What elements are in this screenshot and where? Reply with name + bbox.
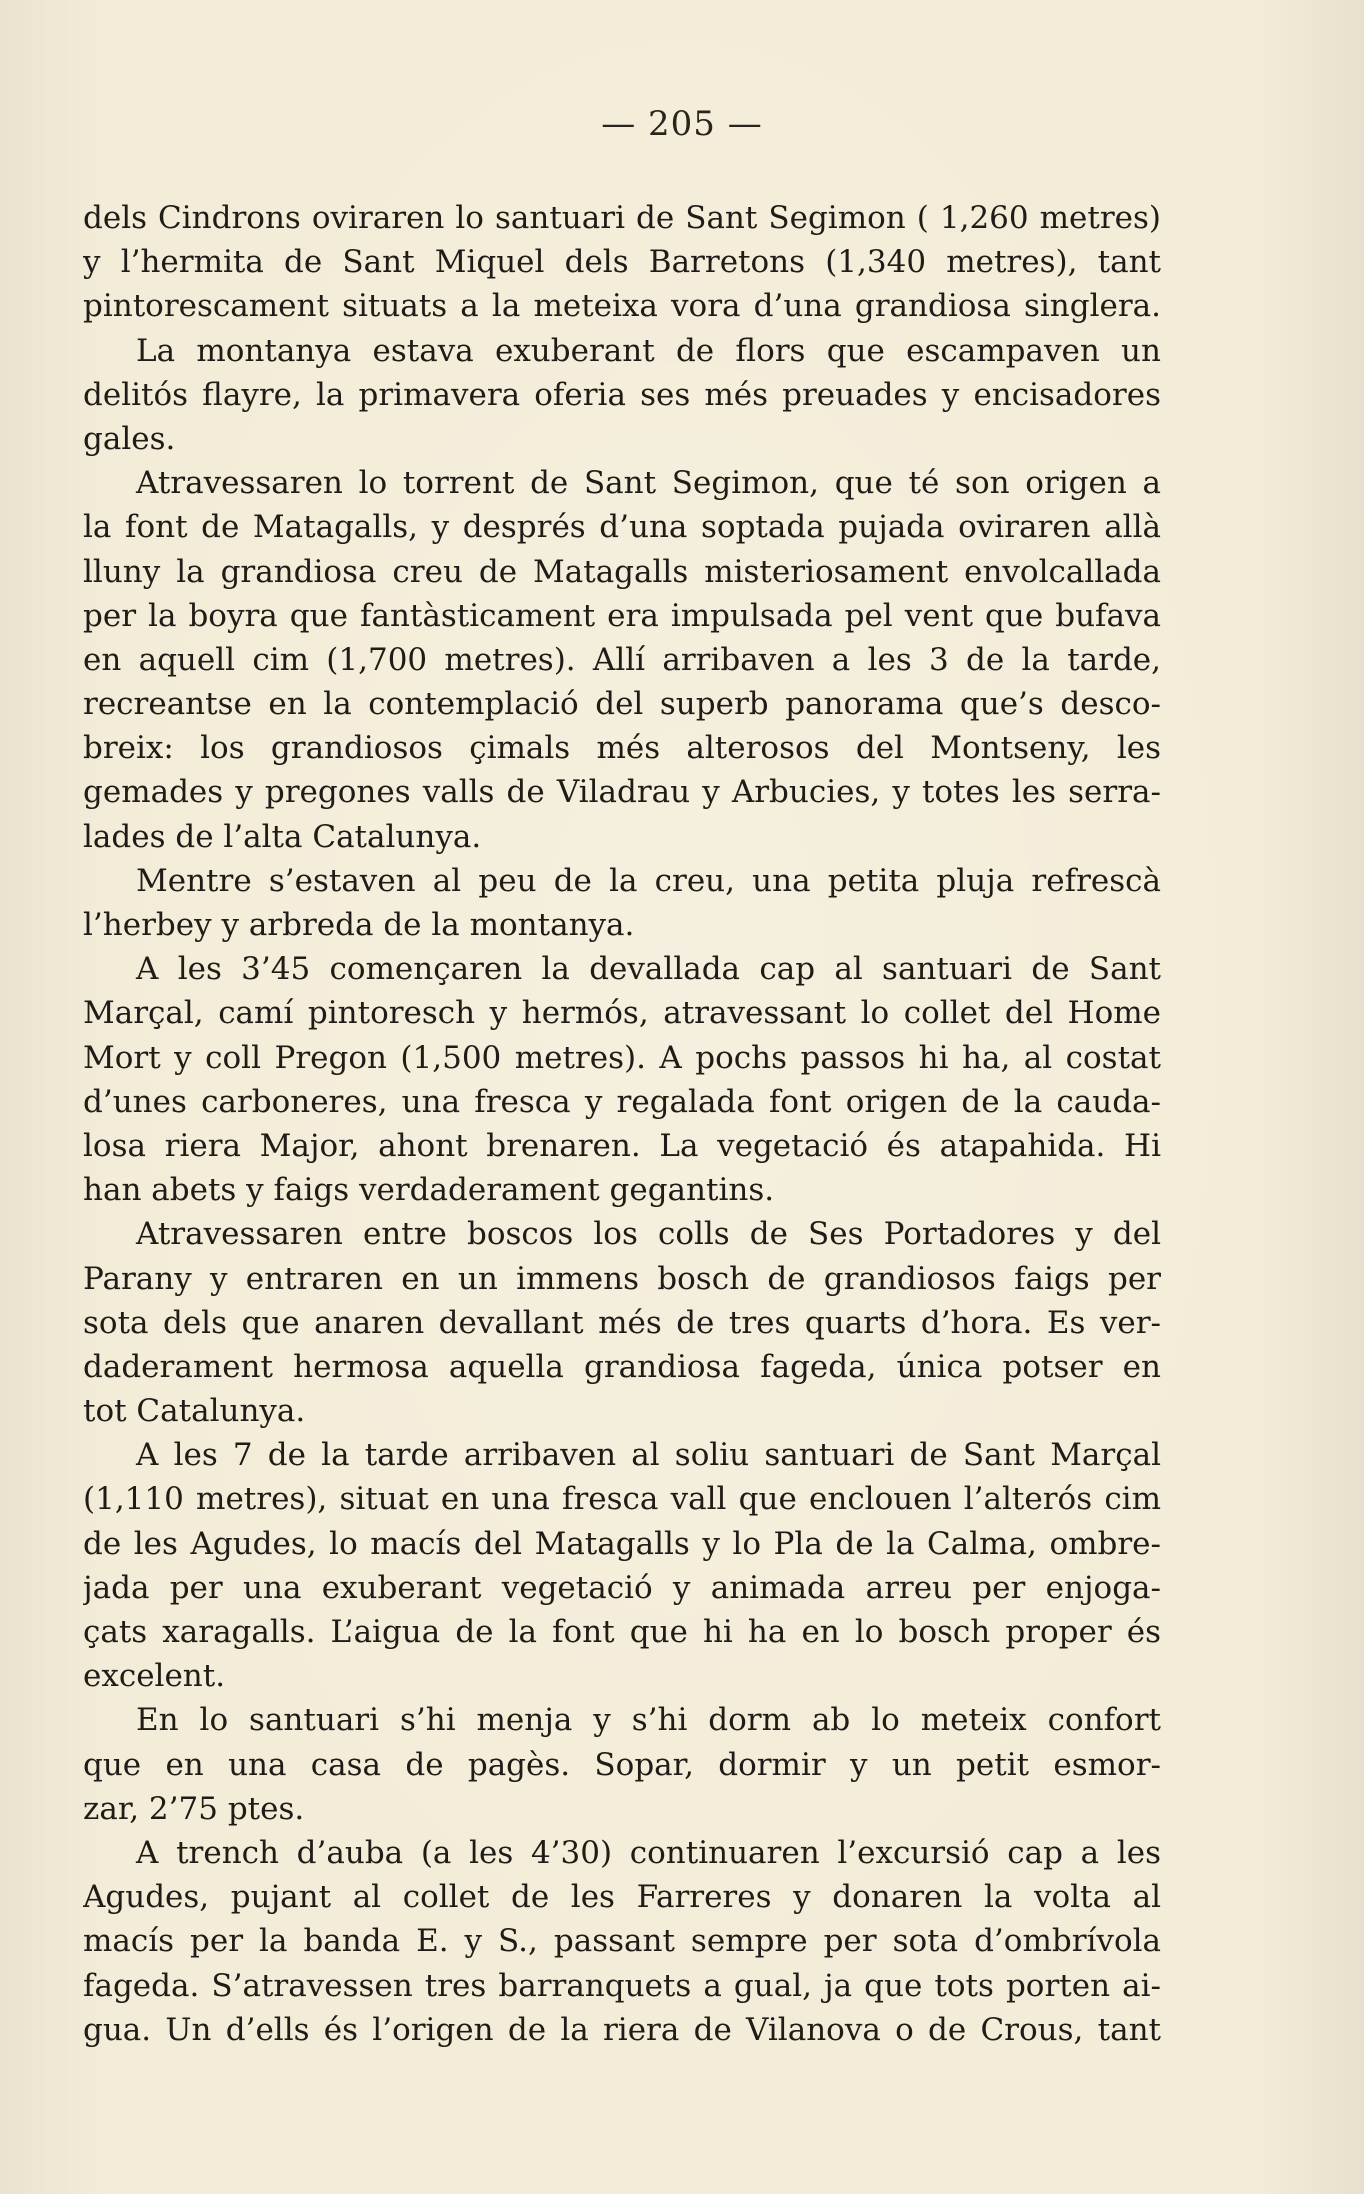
text-line: d’unes carboneres, una fresca y regalada font origen de la cauda-	[83, 1083, 1161, 1120]
text-line: recreantse en la contemplació del superb panorama que’s desco-	[83, 686, 1161, 723]
text-line: tot Catalunya.	[83, 1393, 306, 1430]
text-line: delitós flayre, la primavera oferia ses més preuades y encisadores	[83, 376, 1161, 413]
text-line: sota dels que anaren devallant més de tres quarts d’hora. Es ver-	[83, 1304, 1161, 1341]
text-line: han abets y faigs verdaderament gegantins.	[83, 1172, 775, 1209]
text-line: dels Cindrons oviraren lo santuari de Sant Segimon ( 1,260 metres)	[83, 200, 1161, 236]
text-line: breix: los grandiosos çimals més alterosos del Montseny, les	[83, 730, 1161, 767]
text-line: La montanya estava exuberant de flors que escampaven un	[136, 332, 1161, 369]
text-line: pintorescament situats a la meteixa vora d’una grandiosa singlera.	[83, 288, 1161, 325]
text-line: Marçal, camí pintoresch y hermós, atravessant lo collet del Home	[83, 995, 1161, 1032]
text-line: Atravessaren entre boscos los colls de Ses Portadores y del	[136, 1216, 1161, 1253]
text-line: l’herbey y arbreda de la montanya.	[83, 907, 635, 943]
text-line: lluny la grandiosa creu de Matagalls misteriosament envolcallada	[83, 553, 1161, 590]
text-line: A trench d’auba (a les 4’30) continuaren l’excursió cap a les	[136, 1834, 1161, 1871]
text-line: losa riera Major, ahont brenaren. La vegetació és atapahida. Hi	[83, 1127, 1161, 1164]
body-text	[83, 196, 1161, 2052]
text-line: çats xaragalls. L’aigua de la font que hi ha en lo bosch proper és	[83, 1614, 1161, 1650]
text-line: zar, 2’75 ptes.	[83, 1790, 305, 1827]
text-line: Agudes, pujant al collet de les Farreres y donaren la volta al	[83, 1879, 1161, 1916]
text-line: lades de l’alta Catalunya.	[83, 818, 482, 855]
text-line: fageda. S’atravessen tres barranquets a gual, ja que tots porten ai-	[83, 1967, 1161, 2004]
page-number: — 205 —	[601, 104, 763, 144]
text-line: Mentre s’estaven al peu de la creu, una petita pluja refrescà	[136, 862, 1161, 899]
text-line: Atravessaren lo torrent de Sant Segimon, que té son origen a	[136, 465, 1161, 502]
text-line: A les 7 de la tarde arribaven al soliu santuari de Sant Marçal	[136, 1437, 1161, 1474]
text-line: macís per la banda E. y S., passant sempre per sota d’ombrívola	[83, 1923, 1161, 1960]
text-line: gales.	[83, 420, 176, 457]
text-line: Parany y entraren en un immens bosch de grandiosos faigs per	[83, 1260, 1161, 1297]
text-line: excelent.	[83, 1658, 226, 1695]
text-line: gua. Un d’ells és l’origen de la riera de Vilanova o de Crous, tant	[83, 2011, 1161, 2048]
text-line: en aquell cim (1,700 metres). Allí arribaven a les 3 de la tarde,	[83, 641, 1161, 678]
text-line: y l’hermita de Sant Miquel dels Barretons (1,340 metres), tant	[83, 244, 1161, 281]
text-line: la font de Matagalls, y després d’una soptada pujada oviraren allà	[83, 509, 1161, 546]
text-line: gemades y pregones valls de Viladrau y Arbucies, y totes les serra-	[83, 774, 1161, 811]
text-line: de les Agudes, lo macís del Matagalls y lo Pla de la Calma, ombre-	[83, 1525, 1161, 1562]
text-line: Mort y coll Pregon (1,500 metres). A pochs passos hi ha, al costat	[83, 1039, 1161, 1076]
text-line: daderament hermosa aquella grandiosa fageda, única potser en	[83, 1348, 1161, 1385]
text-line: A les 3’45 començaren la devallada cap al santuari de Sant	[136, 951, 1161, 988]
text-line: jada per una exuberant vegetació y animada arreu per enjoga-	[83, 1569, 1161, 1606]
text-line: En lo santuari s’hi menja y s’hi dorm ab lo meteix confort	[136, 1702, 1161, 1739]
text-line: (1,110 metres), situat en una fresca vall que enclouen l’alterós cim	[83, 1481, 1161, 1518]
text-line: per la boyra que fantàsticament era impulsada pel vent que bufava	[83, 597, 1161, 634]
text-line: que en una casa de pagès. Sopar, dormir y un petit esmor-	[83, 1746, 1161, 1783]
